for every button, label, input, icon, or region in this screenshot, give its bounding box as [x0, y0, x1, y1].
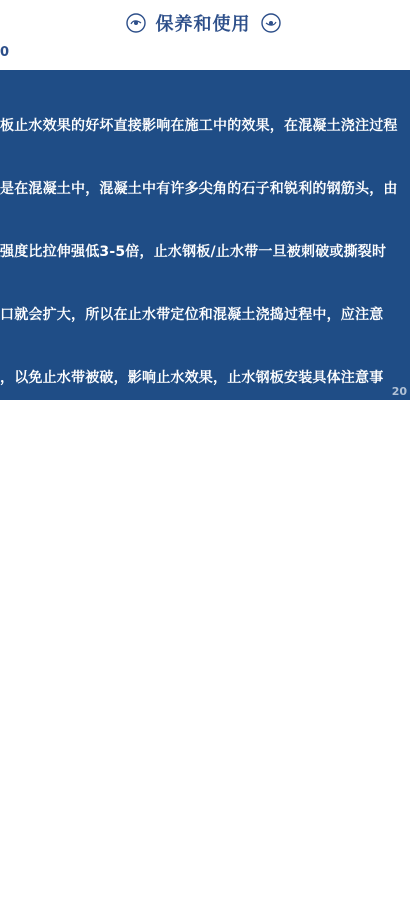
paragraph-gap-2 — [0, 732, 410, 739]
page-title: 保养和使用 — [155, 14, 251, 35]
ornament-right-icon — [259, 11, 283, 35]
content-line-7: 和施工中，防止机械、钢筋损伤止水带。 — [0, 496, 256, 512]
content-line-2: 是在混凝土中，混凝土中有许多尖角的石子和锐利的钢筋头，由 — [0, 181, 398, 197]
content-line-8: 程中，止水带必须可靠固定，避免在浇注混凝土时发生位移，保 — [0, 608, 398, 624]
content-line-3: 强度比拉伸强低3-5倍，止水钢板/止水带一旦被刺破或撕裂时 — [0, 244, 387, 260]
content-line-5: ，以免止水带被破，影响止水效果，止水钢板安装具体注意事 — [0, 370, 384, 386]
content-line-6: 不得长时间露天曝晒，防止雨淋，勿与污染性强的化学物质接 — [0, 433, 384, 449]
content-line-1: 板止水效果的好坏直接影响在施工中的效果，在混凝土浇注过程 — [0, 118, 398, 134]
watermark: 20 — [391, 385, 407, 398]
ornament-left-icon — [124, 11, 148, 35]
content-line-11: 需穿孔时，只能选在止水带的边缘安装区，不得损伤其他部位 — [0, 846, 384, 862]
section-header — [0, 0, 400, 42]
content-text — [0, 74, 410, 862]
content-line-10: 水带的方法有：止水钢板利用附加钢筋固定、专用卡具固定、铅 — [0, 783, 398, 799]
content-line-4: 口就会扩大，所以在止水带定位和混凝土浇捣过程中，应注意 — [0, 307, 384, 323]
content-panel — [0, 70, 410, 862]
section-title-group — [118, 10, 288, 36]
left-edge-number: 0 — [0, 45, 10, 60]
content-line-9: 的正确位置。 — [0, 671, 86, 687]
paragraph-gap — [0, 557, 410, 564]
